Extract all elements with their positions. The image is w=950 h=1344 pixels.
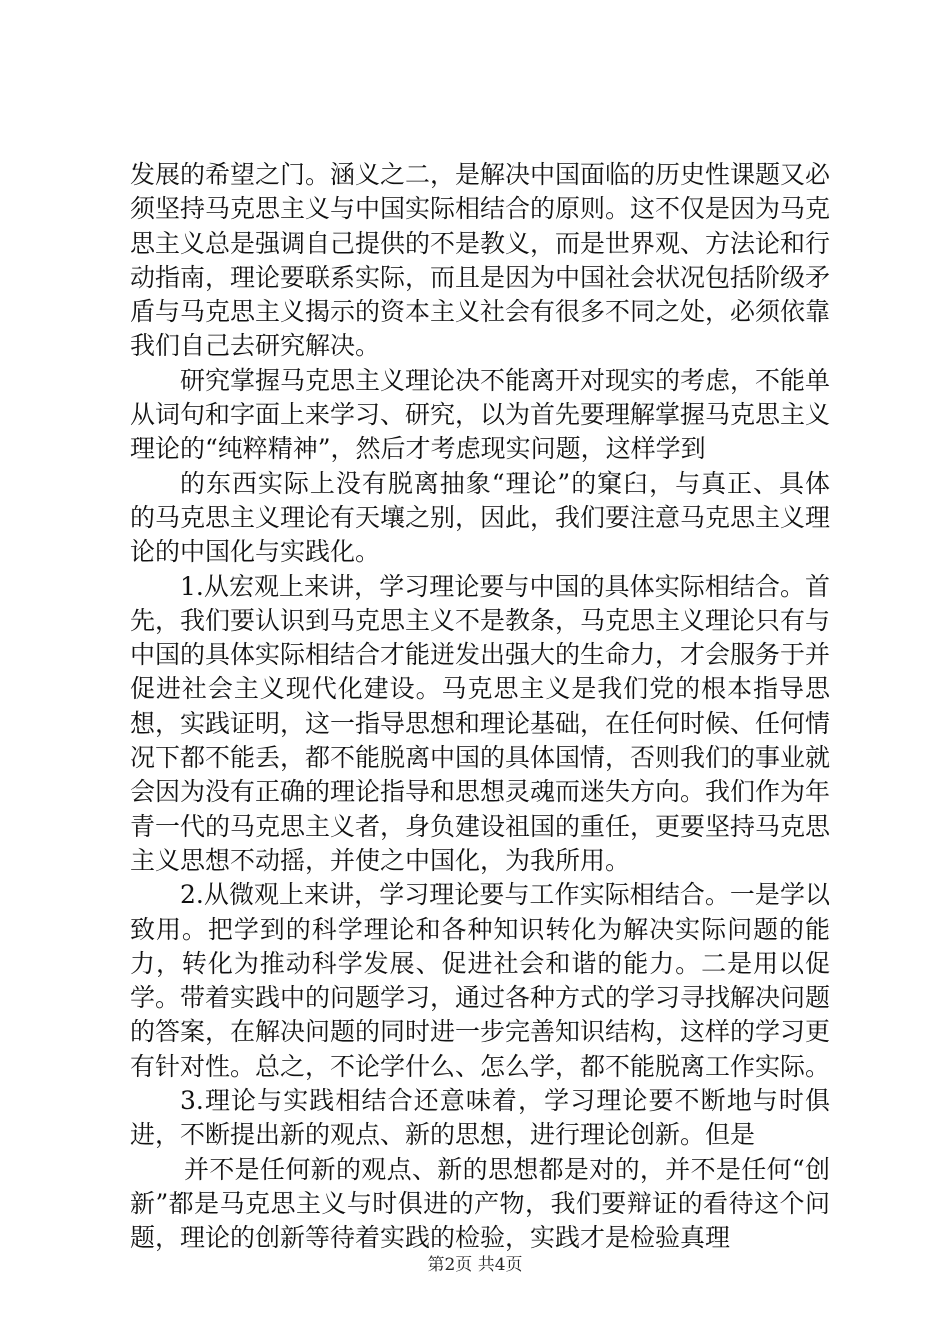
paragraph-1: 发展的希望之门。涵义之二，是解决中国面临的历史性课题又必须坚持马克思主义与中国实际相结合的原则。这不仅是因为马克思主义总是强调自己提供的不是教义，而是世界观、方法论和行动指南，理论要联系实际，而且是因为中国社会状况包括阶级矛盾与马克思主义揭示的资本主义社会有很多不同之处，必须依靠我们自己去研究解决。	[130, 160, 831, 361]
paragraph-6: 3.理论与实践相结合还意味着，学习理论要不断地与时俱进，不断提出新的观点、新的思想，进行理论创新。但是	[130, 1086, 830, 1150]
paragraph-4: 1.从宏观上来讲，学习理论要与中国的具体实际相结合。首先，我们要认识到马克思主义不是教条，马克思主义理论只有与中国的具体实际相结合才能迸发出强大的生命力，才会服务于并促进社会主义现代化建设。马克思主义是我们党的根本指导思想，实践证明，这一指导思想和理论基础，在任何时候、任何情况下都不能丢，都不能脱离中国的具体国情，否则我们的事业就会因为没有正确的理论指导和思想灵魂而迷失方向。我们作为年青一代的马克思主义者，身负建设祖国的重任，更要坚持马克思主义思想不动摇，并使之中国化，为我所用。	[130, 571, 831, 875]
paragraph-3: 的东西实际上没有脱离抽象“理论”的窠臼，与真正、具体的马克思主义理论有天壤之别，因此，我们要注意马克思主义理论的中国化与实践化。	[130, 468, 831, 567]
paragraph-7: 并不是任何新的观点、新的思想都是对的，并不是任何“创新”都是马克思主义与时俱进的产物，我们要辩证的看待这个问题，理论的创新等待着实践的检验，实践才是检验真理	[130, 1154, 830, 1253]
paragraph-2: 研究掌握马克思主义理论决不能离开对现实的考虑，不能单从词句和字面上来学习、研究，以为首先要理解掌握马克思主义理论的“纯粹精神”，然后才考虑现实问题，这样学到	[130, 365, 831, 464]
page-number-footer: 第2页 共4页	[427, 1255, 523, 1275]
paragraph-5: 2.从微观上来讲，学习理论要与工作实际相结合。一是学以致用。把学到的科学理论和各种知识转化为解决实际问题的能力，转化为推动科学发展、促进社会和谐的能力。二是用以促学。带着实践中的问题学习，通过各种方式的学习寻找解决问题的答案，在解决问题的同时进一步完善知识结构，这样的学习更有针对性。总之，不论学什么、怎么学，都不能脱离工作实际。	[130, 880, 831, 1081]
document-body	[130, 158, 830, 1256]
